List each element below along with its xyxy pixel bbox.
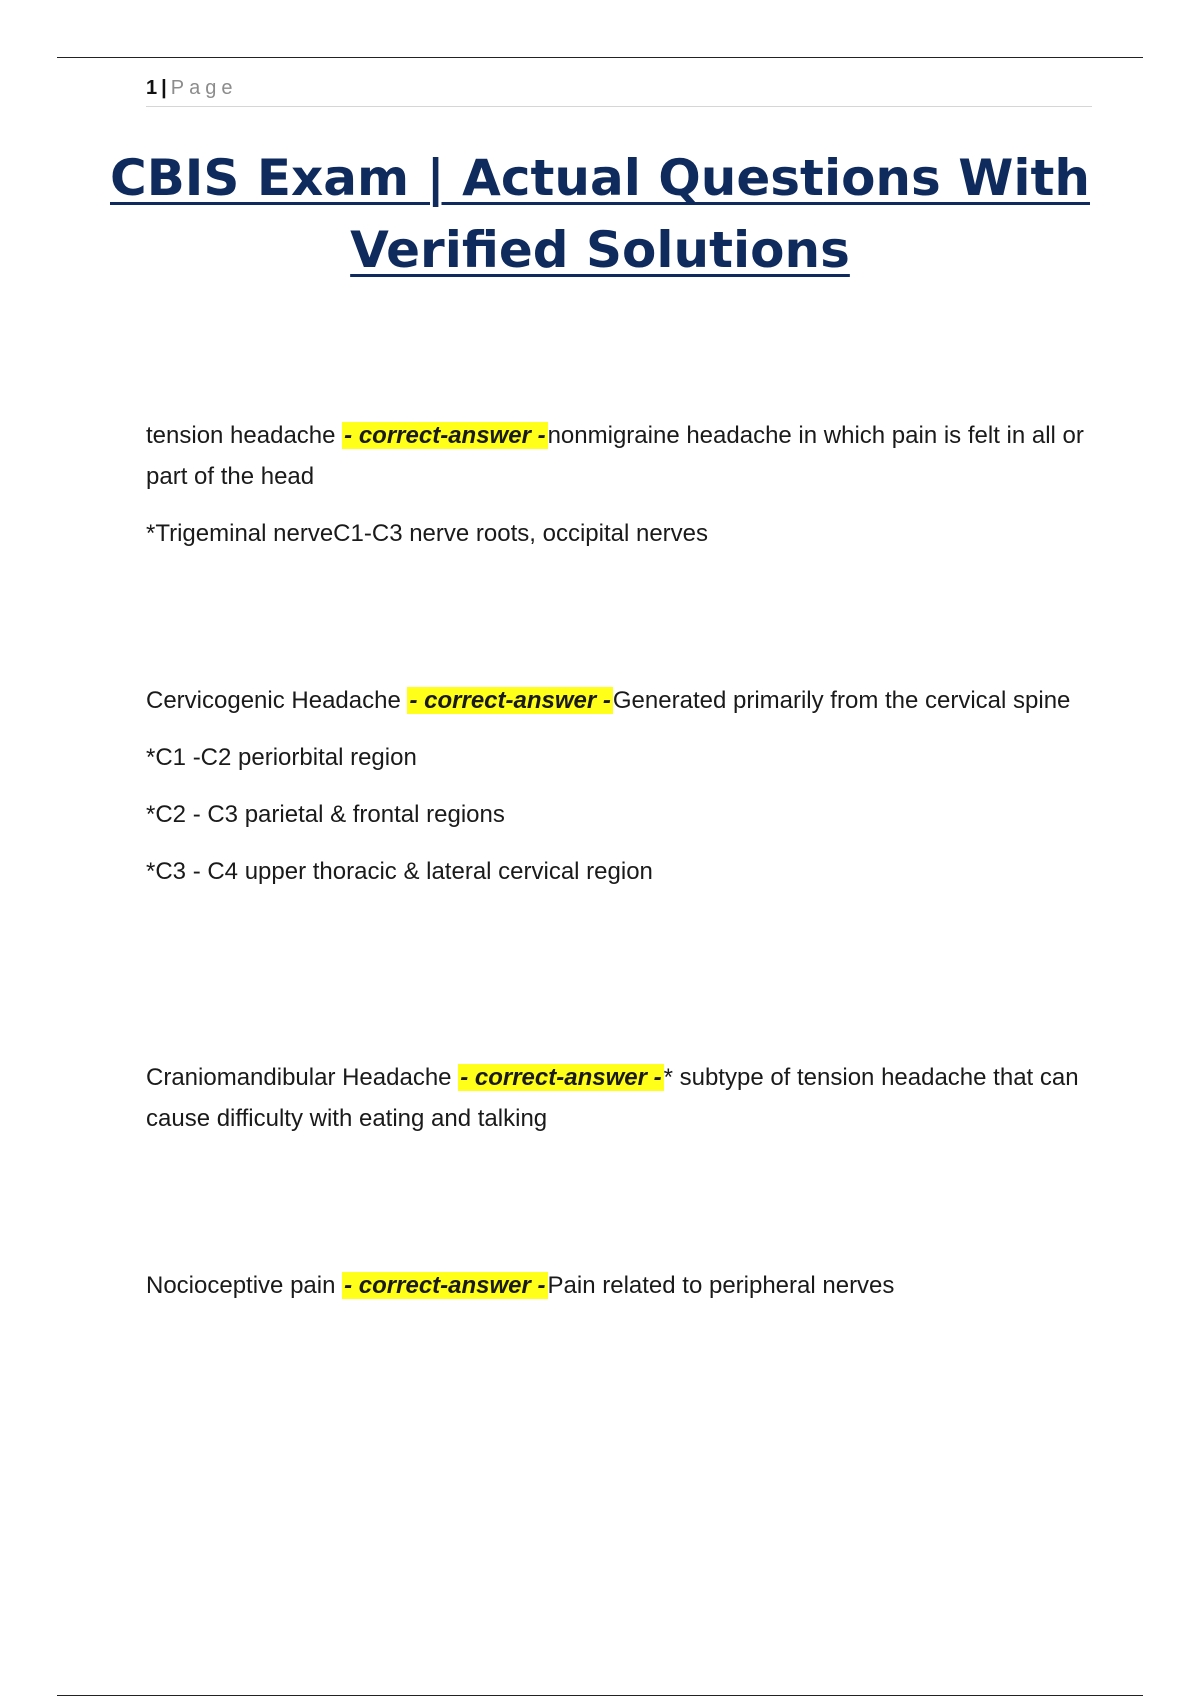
qa-term: Craniomandibular Headache — [146, 1064, 459, 1091]
qa-answer: Generated primarily from the cervical spine — [612, 687, 1071, 714]
qa-entry-craniomandibular-headache — [146, 1057, 1092, 1155]
qa-entry-nocioceptive-pain — [146, 1265, 1092, 1322]
page-label: Page — [170, 77, 238, 99]
document-title — [100, 142, 1100, 286]
title-line-2: Verified Solutions — [350, 221, 850, 279]
answer-marker: - correct-answer - — [344, 1272, 546, 1299]
answer-marker: - correct-answer - — [344, 422, 546, 449]
qa-note: *C2 - C3 parietal & frontal regions — [146, 801, 505, 828]
page-number: 1 — [146, 77, 158, 99]
qa-entry-cervicogenic-headache — [146, 680, 1092, 908]
qa-definition — [146, 1265, 1092, 1306]
qa-term: tension headache — [146, 422, 343, 449]
title-line-1: CBIS Exam | Actual Questions With — [110, 149, 1090, 207]
qa-answer: * subtype of tension headache that can cause difficulty with eating and talking — [146, 1064, 1079, 1132]
qa-term: Cervicogenic Headache — [146, 687, 408, 714]
qa-note: *C1 -C2 periorbital region — [146, 744, 417, 771]
answer-marker: - correct-answer - — [460, 1064, 662, 1091]
qa-note: *C3 - C4 upper thoracic & lateral cervical region — [146, 858, 653, 885]
qa-entry-tension-headache — [146, 415, 1092, 570]
qa-definition — [146, 1057, 1092, 1139]
bottom-page-rule — [57, 1695, 1143, 1696]
qa-answer: Pain related to peripheral nerves — [547, 1272, 895, 1299]
qa-term: Nocioceptive pain — [146, 1272, 343, 1299]
qa-definition — [146, 680, 1092, 721]
qa-answer: nonmigraine headache in which pain is felt in all or part of the head — [146, 422, 1084, 490]
page-separator: | — [161, 77, 167, 99]
page-header — [146, 74, 1092, 107]
top-page-rule — [57, 57, 1143, 58]
answer-marker: - correct-answer - — [409, 687, 611, 714]
qa-note: *Trigeminal nerveC1-C3 nerve roots, occipital nerves — [146, 520, 709, 547]
qa-definition — [146, 415, 1092, 497]
